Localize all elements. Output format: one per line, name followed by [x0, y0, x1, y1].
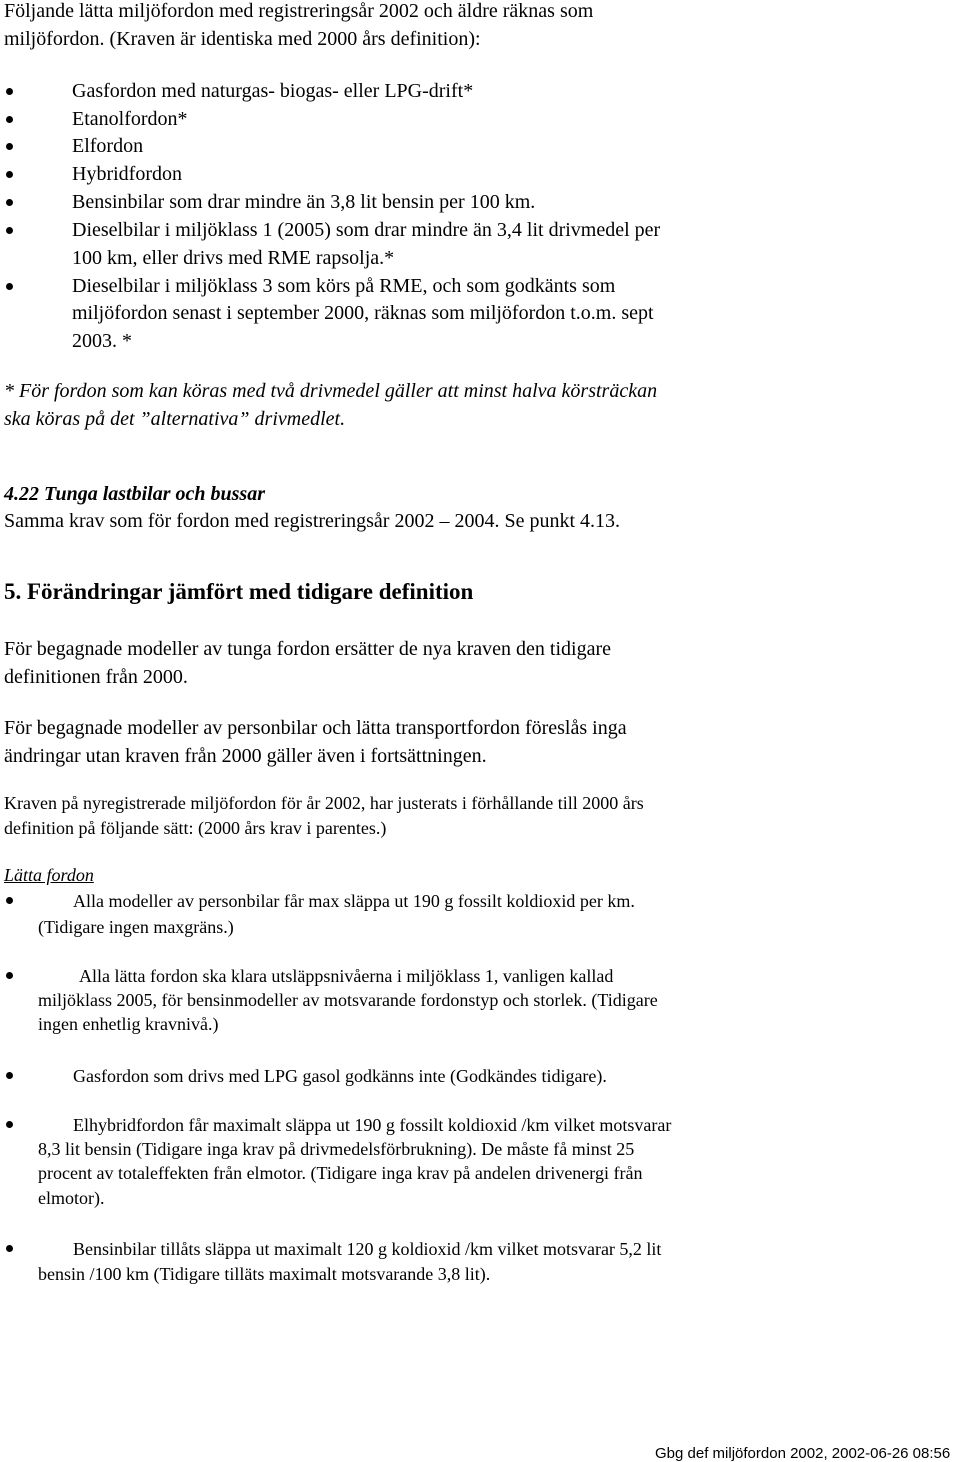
list-item-cont: (Tidigare ingen maxgräns.): [38, 917, 234, 937]
list-item: Bensinbilar som drar mindre än 3,8 lit bensin per 100 km.: [72, 191, 536, 213]
section-heading-4-22: 4.22 Tunga lastbilar och bussar: [4, 483, 265, 505]
list-item: Gasfordon som drivs med LPG gasol godkänns inte (Godkändes tidigare).: [73, 1066, 607, 1086]
list-item: Gasfordon med naturgas- biogas- eller LPG-drift*: [72, 80, 474, 102]
footnote-line: * För fordon som kan köras med två drivmedel gäller att minst halva körsträckan: [4, 380, 658, 402]
list-item: Dieselbilar i miljöklass 3 som körs på RME, och som godkänts som: [72, 275, 616, 297]
list-item-cont: bensin /100 km (Tidigare tilläts maximalt motsvarande 3,8 lit).: [38, 1264, 491, 1284]
list-item-cont: 8,3 lit bensin (Tidigare inga krav på drivmedelsförbrukning). De måste få minst 25: [38, 1139, 635, 1159]
list-item-cont: miljöklass 2005, för bensinmodeller av motsvarande fordonstyp och storlek. (Tidigare: [38, 990, 658, 1010]
list-item-cont: elmotor).: [38, 1188, 105, 1208]
bullet-icon: [6, 283, 13, 290]
bullet-icon: [6, 143, 13, 150]
list-item: Alla lätta fordon ska klara utsläppsnivåerna i miljöklass 1, vanligen kallad: [79, 966, 614, 986]
paragraph-line: definitionen från 2000.: [4, 666, 188, 688]
bullet-icon: [6, 227, 13, 234]
footnote-line: ska köras på det ”alternativa” drivmedlet.: [4, 408, 346, 430]
bullet-icon: [6, 199, 13, 206]
list-item: Elhybridfordon får maximalt släppa ut 190 g fossilt koldioxid /km vilket motsvarar: [73, 1115, 672, 1135]
list-item-cont: procent av totaleffekten från elmotor. (Tidigare inga krav på andelen drivenergi från: [38, 1163, 643, 1183]
paragraph-line: För begagnade modeller av personbilar och lätta transportfordon föreslås inga: [4, 717, 627, 739]
bullet-icon: [6, 171, 13, 178]
subheading: Lätta fordon: [4, 865, 94, 885]
bullet-icon: [6, 1121, 13, 1128]
list-item: Dieselbilar i miljöklass 1 (2005) som drar mindre än 3,4 lit drivmedel per: [72, 219, 661, 241]
bullet-icon: [6, 116, 13, 123]
list-item-cont: ingen enhetlig kravnivå.): [38, 1014, 219, 1034]
list-item: Alla modeller av personbilar får max släppa ut 190 g fossilt koldioxid per km.: [73, 891, 635, 911]
bullet-icon: [6, 897, 13, 904]
bullet-icon: [6, 88, 13, 95]
section-text: Samma krav som för fordon med registreringsår 2002 – 2004. Se punkt 4.13.: [4, 510, 621, 532]
list-item-cont: miljöfordon senast i september 2000, räknas som miljöfordon t.o.m. sept: [72, 302, 654, 324]
paragraph-line: Kraven på nyregistrerade miljöfordon för år 2002, har justerats i förhållande till 2000 års: [4, 793, 644, 813]
bullet-icon: [6, 1245, 13, 1252]
paragraph-line: ändringar utan kraven från 2000 gäller även i fortsättningen.: [4, 745, 487, 767]
page-footer: Gbg def miljöfordon 2002, 2002-06-26 08:56: [655, 1445, 951, 1462]
list-item-cont: 2003. *: [72, 330, 132, 352]
list-item-cont: 100 km, eller drivs med RME rapsolja.*: [72, 247, 395, 269]
paragraph-line: definition på följande sätt: (2000 års krav i parentes.): [4, 818, 387, 838]
section-heading-5: 5. Förändringar jämfört med tidigare definition: [4, 579, 474, 604]
intro-line: Följande lätta miljöfordon med registreringsår 2002 och äldre räknas som: [4, 0, 594, 22]
bullet-icon: [6, 972, 13, 979]
list-item: Bensinbilar tillåts släppa ut maximalt 120 g koldioxid /km vilket motsvarar 5,2 lit: [73, 1239, 662, 1259]
intro-line: miljöfordon. (Kraven är identiska med 2000 års definition):: [4, 28, 481, 50]
list-item: Elfordon: [72, 135, 144, 157]
list-item: Etanolfordon*: [72, 108, 188, 130]
list-item: Hybridfordon: [72, 163, 182, 185]
bullet-icon: [6, 1072, 13, 1079]
paragraph-line: För begagnade modeller av tunga fordon ersätter de nya kraven den tidigare: [4, 638, 611, 660]
